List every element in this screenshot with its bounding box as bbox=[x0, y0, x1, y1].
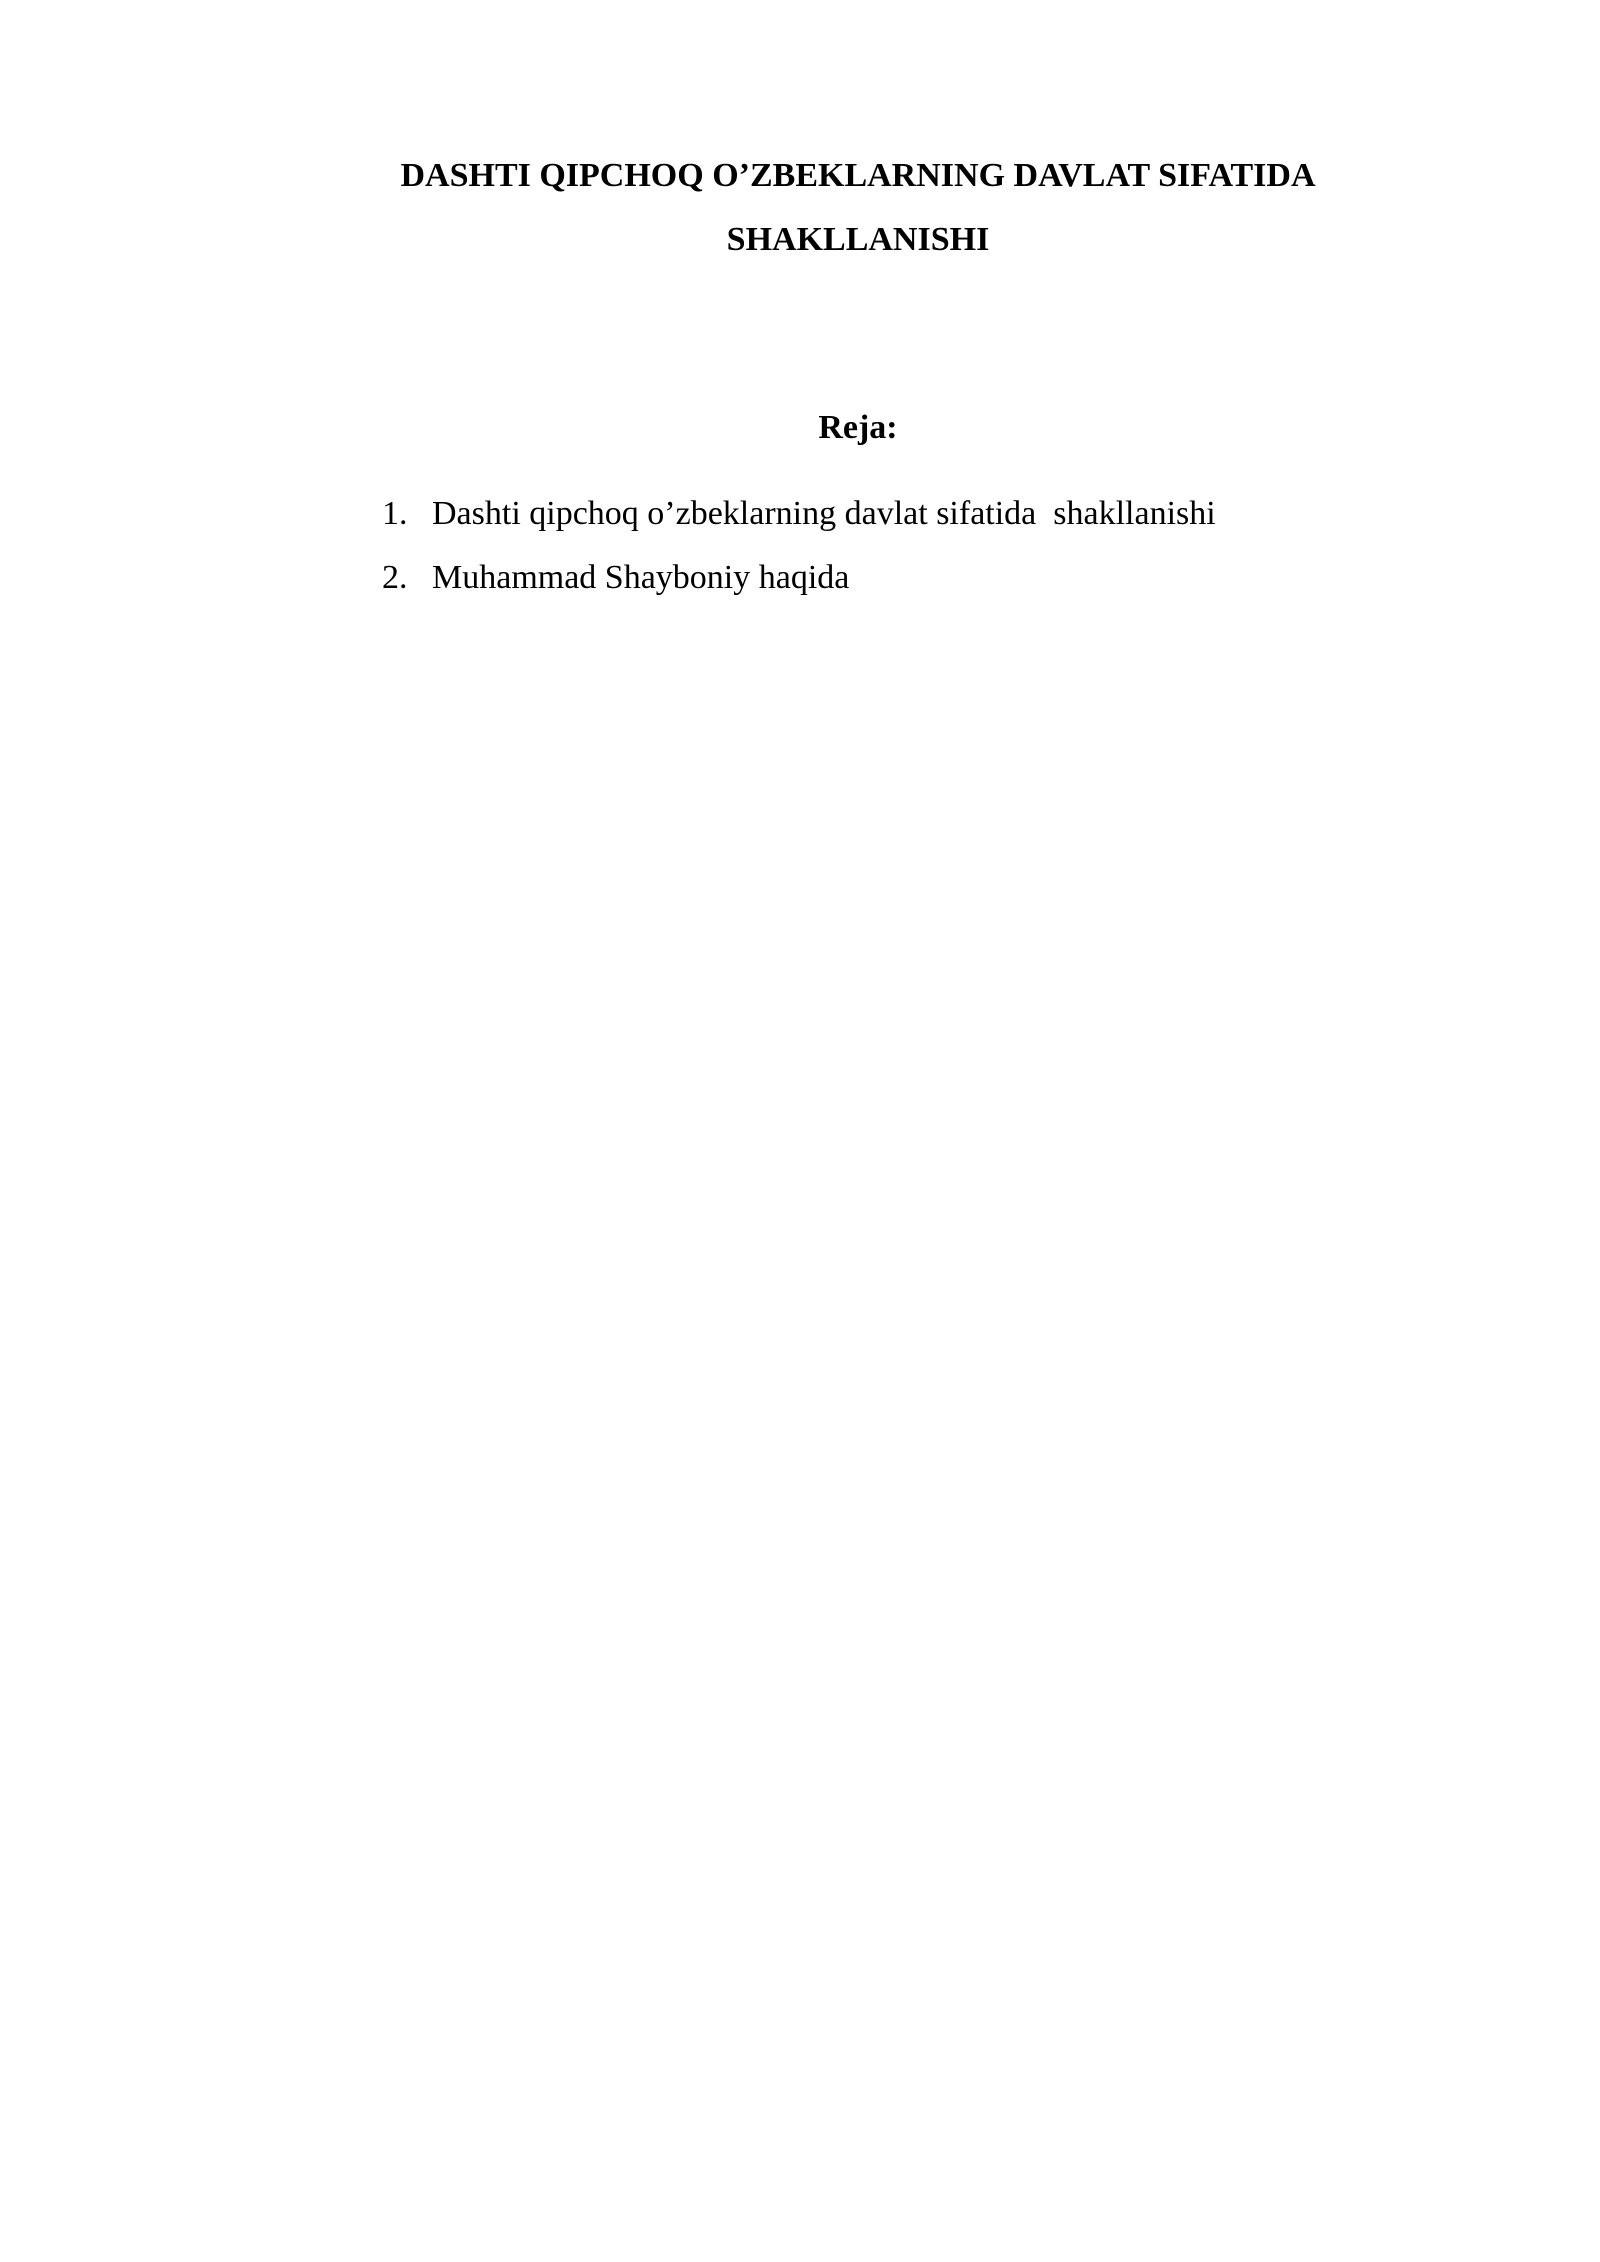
plan-list bbox=[382, 494, 1216, 622]
plan-heading: Reja: bbox=[818, 409, 898, 446]
document-title-line-1: DASHTI QIPCHOQ O’ZBEKLARNING DAVLAT SIFATIDA bbox=[400, 157, 1316, 194]
plan-item-number: 2. bbox=[382, 559, 408, 596]
plan-item-text: Muhammad Shayboniy haqida bbox=[432, 559, 850, 596]
plan-item-2 bbox=[382, 558, 850, 598]
plan-item-1 bbox=[382, 494, 1216, 534]
plan-item-number: 1. bbox=[382, 495, 408, 532]
plan-item-text: Dashti qipchoq o’zbeklarning davlat sifatida shakllanishi bbox=[432, 495, 1216, 532]
document-title-line-2: SHAKLLANISHI bbox=[726, 221, 990, 258]
